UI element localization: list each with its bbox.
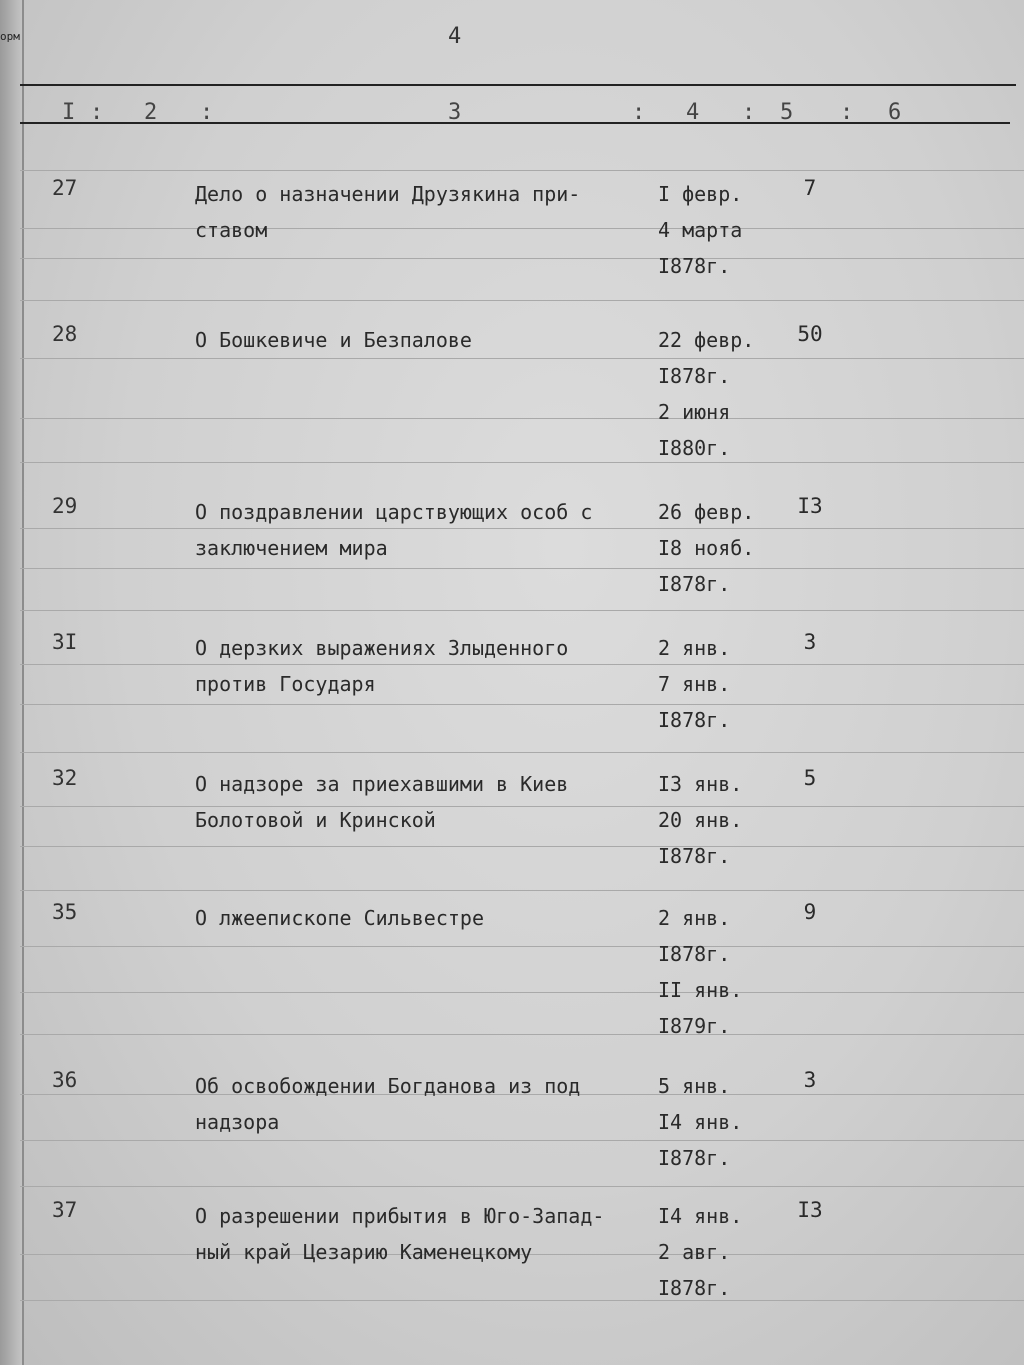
column-header-6: 6: [888, 100, 902, 125]
case-title: О дерзких выражениях Злыденного против Государя: [195, 636, 569, 696]
column-separator: :: [90, 100, 104, 125]
case-title: О разрешении прибытия в Юго-Запад- ный край Цезарию Каменецкому: [195, 1204, 605, 1264]
ruled-line: [20, 890, 1024, 891]
column-header-4: 4: [686, 100, 700, 125]
column-header-2: 2: [144, 100, 158, 125]
case-dates: 2 янв. 7 янв. I878г.: [658, 636, 731, 732]
column-separator: :: [840, 100, 854, 125]
ruled-line: [20, 1186, 1024, 1187]
ruled-line: [20, 258, 1024, 259]
column-header-3: 3: [448, 100, 462, 125]
sheet-count: 7: [803, 176, 817, 200]
ruled-line: [20, 946, 1024, 947]
case-title: О надзоре за приехавшими в Киев Болотовой и Кринской: [195, 772, 569, 832]
sheet-count: 50: [797, 322, 823, 346]
ruled-line: [20, 704, 1024, 705]
case-number: 36: [52, 1068, 78, 1092]
case-dates: 5 янв. I4 янв. I878г.: [658, 1074, 743, 1170]
column-header-1: I: [62, 100, 76, 125]
ruled-line: [20, 752, 1024, 753]
case-number: 32: [52, 766, 78, 790]
case-number: 27: [52, 176, 78, 200]
sheet-count: I3: [797, 494, 823, 518]
case-dates: I4 янв. 2 авг. I878г.: [658, 1204, 743, 1300]
case-dates: I февр. 4 марта I878г.: [658, 182, 743, 278]
case-dates: I3 янв. 20 янв. I878г.: [658, 772, 743, 868]
ruled-line: [20, 846, 1024, 847]
case-title: О поздравлении царствующих особ с заключением мира: [195, 500, 593, 560]
case-title: О Бошкевиче и Безпалове: [195, 328, 472, 352]
sheet-count: 3: [803, 1068, 817, 1092]
ruled-line: [20, 992, 1024, 993]
case-title: О лжеепископе Сильвестре: [195, 906, 484, 930]
column-separator: :: [632, 100, 646, 125]
ruled-line: [20, 300, 1024, 301]
sheet-count: I3: [797, 1198, 823, 1222]
case-number: 28: [52, 322, 78, 346]
page-number: 4: [448, 24, 462, 49]
ruled-line: [20, 170, 1024, 171]
case-number: 37: [52, 1198, 78, 1222]
ruled-line: [20, 568, 1024, 569]
ruled-line: [20, 1140, 1024, 1141]
ruled-line: [20, 1300, 1024, 1301]
case-title: Об освобождении Богданова из под надзора: [195, 1074, 581, 1134]
sheet-count: 5: [803, 766, 817, 790]
sheet-count: 9: [803, 900, 817, 924]
case-number: 3I: [52, 630, 78, 654]
edge-tab-text: орм: [0, 30, 20, 43]
ruled-line: [20, 418, 1024, 419]
case-title: Дело о назначении Друзякина при- ставом: [195, 182, 581, 242]
sheet-count: 3: [803, 630, 817, 654]
ruled-line: [20, 1034, 1024, 1035]
column-separator: :: [742, 100, 756, 125]
header-top-rule: [20, 84, 1016, 86]
case-number: 35: [52, 900, 78, 924]
case-dates: 22 февр. I878г. 2 июня I880г.: [658, 328, 755, 460]
column-header-5: 5: [780, 100, 794, 125]
case-dates: 2 янв. I878г. II янв. I879г.: [658, 906, 743, 1038]
binding-strip: [0, 0, 24, 1365]
case-dates: 26 февр. I8 нояб. I878г.: [658, 500, 755, 596]
column-separator: :: [200, 100, 214, 125]
ruled-line: [20, 610, 1024, 611]
case-number: 29: [52, 494, 78, 518]
header-bottom-rule: [20, 122, 1010, 124]
ruled-line: [20, 358, 1024, 359]
ruled-line: [20, 462, 1024, 463]
